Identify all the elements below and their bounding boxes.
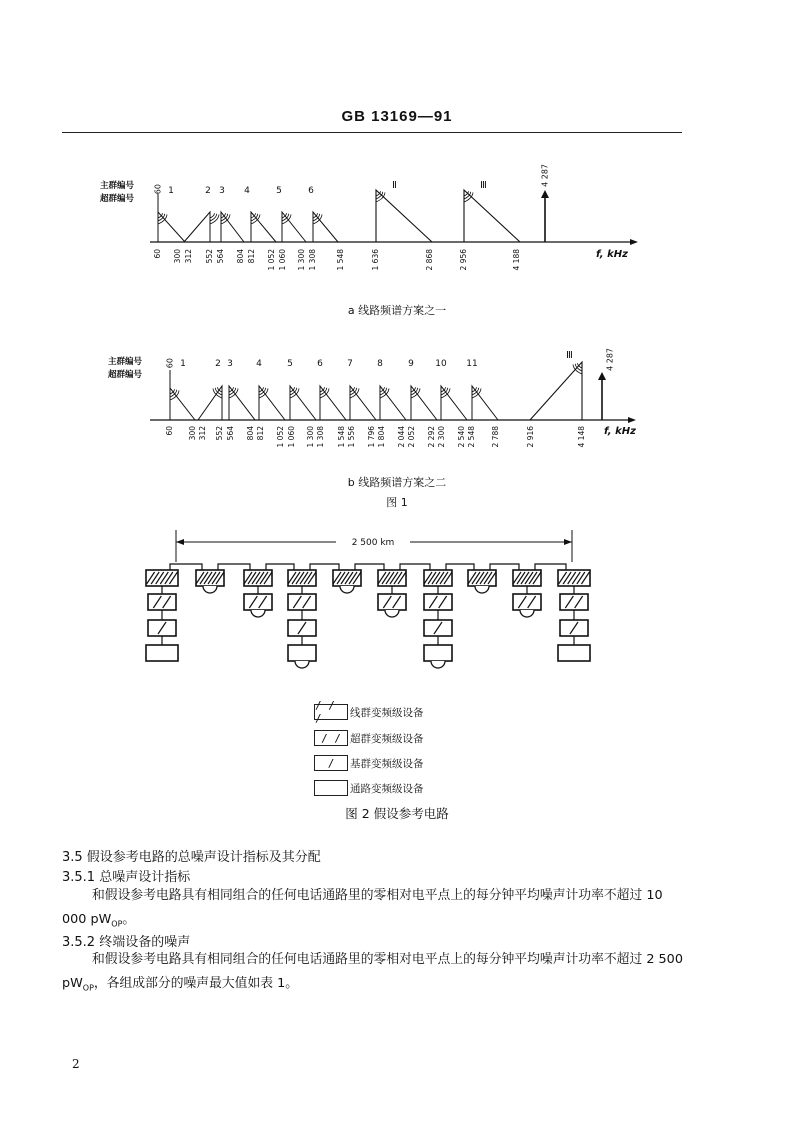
pilot-label: 4 287 xyxy=(605,348,615,371)
line-segment xyxy=(218,564,250,570)
group-number: 3 xyxy=(227,359,233,369)
axis-label: f, kHz xyxy=(596,249,628,260)
frequency-tick-label: 1 548 xyxy=(336,249,345,271)
equipment-box xyxy=(424,645,452,661)
group-number: 5 xyxy=(287,359,293,369)
equipment-box xyxy=(244,594,272,610)
group-number: 4 xyxy=(244,186,250,196)
frequency-tick-label: 1 052 xyxy=(276,426,285,448)
frequency-tick-label: 552 xyxy=(215,426,224,441)
supergroup-band xyxy=(530,362,582,420)
frequency-tick-label: 564 xyxy=(226,426,235,441)
row-label: 超群编号 xyxy=(100,194,135,204)
pilot-label: 4 287 xyxy=(540,164,550,187)
termination-symbol xyxy=(431,661,445,668)
group-number: 3 xyxy=(219,186,225,196)
termination-symbol xyxy=(340,586,354,593)
frequency-tick-label: 1 796 xyxy=(367,426,376,448)
group-band xyxy=(441,386,467,420)
equipment-box xyxy=(288,645,316,661)
paragraph-text: 和假设参考电路具有相同组合的任何电话通路里的零相对电平点上的每分钟平均噪声计功率不超过 10 000 pW xyxy=(62,888,663,927)
group-band xyxy=(282,212,306,242)
frequency-tick-label: 2 300 xyxy=(437,426,446,448)
line-segment xyxy=(266,564,294,570)
axis-arrow xyxy=(630,239,638,245)
group-number: 4 xyxy=(256,359,262,369)
band-hatch xyxy=(573,364,582,374)
row-label: 超群编号 xyxy=(108,370,143,380)
termination-symbol xyxy=(520,610,534,617)
equipment-box xyxy=(513,594,541,610)
frequency-tick-label: 60 xyxy=(153,249,162,259)
legend-symbol: / xyxy=(314,755,348,771)
equipment-box xyxy=(148,594,176,610)
group-number: 2 xyxy=(215,359,221,369)
termination-symbol xyxy=(295,661,309,668)
frequency-tick-label: 804 xyxy=(246,426,255,441)
legend-row xyxy=(314,754,424,772)
band-hatch xyxy=(251,214,260,224)
legend-symbol: / / xyxy=(314,730,348,746)
frequency-tick-label: 1 300 xyxy=(306,426,315,448)
legend-row xyxy=(314,729,424,747)
group-band xyxy=(320,386,346,420)
figure-2-caption: 图 2 假设参考电路 xyxy=(345,806,449,821)
legend-row xyxy=(314,779,424,797)
group-number: 9 xyxy=(408,359,414,369)
band-hatch xyxy=(158,214,167,224)
start-marker-label: 60 xyxy=(153,184,163,195)
frequency-tick-label: 2 916 xyxy=(526,426,535,448)
figure-1b-caption: b 线路频谱方案之二 xyxy=(347,476,447,489)
frequency-tick-label: 2 044 xyxy=(397,426,406,448)
line-segment xyxy=(490,564,519,570)
section-3-5-1-paragraph xyxy=(62,884,686,937)
pilot-arrow xyxy=(541,190,549,198)
legend-text: 通路变频级设备 xyxy=(350,782,424,795)
group-band xyxy=(313,212,338,242)
roman-label: Ⅲ xyxy=(566,350,573,361)
section-3-5-heading: 3.5 假设参考电路的总噪声设计指标及其分配 xyxy=(62,850,321,865)
equipment-box xyxy=(558,645,590,661)
page-number: 2 xyxy=(72,1057,80,1071)
group-band xyxy=(290,386,316,420)
termination-symbol xyxy=(385,610,399,617)
line-segment xyxy=(310,564,339,570)
frequency-tick-label: 812 xyxy=(256,426,265,441)
group-band xyxy=(259,386,285,420)
frequency-tick-label: 1 052 xyxy=(267,249,276,271)
figure-1-title: 图 1 xyxy=(386,496,408,509)
legend-symbol: / / / xyxy=(314,704,348,720)
axis-arrow xyxy=(628,417,636,423)
roman-label: Ⅱ xyxy=(392,180,397,191)
equipment-box xyxy=(378,594,406,610)
line-segment xyxy=(446,564,474,570)
frequency-tick-label: 4 148 xyxy=(577,426,586,448)
frequency-tick-label: 1 300 xyxy=(297,249,306,271)
group-number: 8 xyxy=(377,359,383,369)
figure-1b-drawing xyxy=(108,348,636,447)
supergroup-band xyxy=(464,190,520,242)
roman-label: Ⅲ xyxy=(480,180,487,191)
group-band xyxy=(350,386,376,420)
equipment-box xyxy=(560,594,588,610)
figure-1b-spectrum xyxy=(0,340,794,472)
frequency-tick-label: 552 xyxy=(205,249,214,264)
distance-label: 2 500 km xyxy=(351,538,395,548)
group-number: 1 xyxy=(168,186,174,196)
group-band xyxy=(170,388,195,420)
figure-2-drawing xyxy=(146,530,590,668)
band-hatch xyxy=(313,214,322,224)
subscript: OP xyxy=(111,919,123,929)
frequency-tick-label: 2 956 xyxy=(459,249,468,271)
frequency-tick-label: 1 308 xyxy=(308,249,317,271)
section-3-5-1-heading: 3.5.1 总噪声设计指标 xyxy=(62,870,191,885)
axis-label: f, kHz xyxy=(604,426,636,437)
frequency-tick-label: 812 xyxy=(247,249,256,264)
header-rule xyxy=(62,132,682,133)
band-hatch xyxy=(282,214,291,224)
row-label: 主群编号 xyxy=(100,181,135,191)
band-hatch xyxy=(210,213,215,218)
pilot-arrow xyxy=(598,372,606,380)
section-3-5-2-heading: 3.5.2 终端设备的噪声 xyxy=(62,935,191,950)
legend-text: 基群变频级设备 xyxy=(350,757,424,770)
frequency-tick-label: 1 804 xyxy=(377,426,386,448)
group-number: 10 xyxy=(435,359,447,369)
equipment-box xyxy=(424,594,452,610)
group-number: 2 xyxy=(205,186,211,196)
row-label: 主群编号 xyxy=(108,357,143,367)
line-segment xyxy=(170,564,202,570)
group-number: 6 xyxy=(308,186,314,196)
frequency-tick-label: 60 xyxy=(165,426,174,436)
frequency-tick-label: 1 308 xyxy=(316,426,325,448)
frequency-tick-label: 300 xyxy=(188,426,197,441)
frequency-tick-label: 300 xyxy=(173,249,182,264)
group-band xyxy=(198,386,222,420)
frequency-tick-label: 2 548 xyxy=(467,426,476,448)
frequency-tick-label: 1 060 xyxy=(278,249,287,271)
start-marker-label: 60 xyxy=(165,358,175,369)
line-segment xyxy=(355,564,384,570)
figure-1a-spectrum xyxy=(0,150,794,300)
frequency-tick-label: 2 868 xyxy=(425,249,434,271)
group-band xyxy=(229,386,255,420)
figure-1a-caption: a 线路频谱方案之一 xyxy=(347,304,447,317)
group-number: 6 xyxy=(317,359,323,369)
frequency-tick-label: 312 xyxy=(198,426,207,441)
dimension-arrow xyxy=(176,539,184,545)
legend-row xyxy=(314,699,424,725)
frequency-tick-label: 2 292 xyxy=(427,426,436,448)
frequency-tick-label: 2 052 xyxy=(407,426,416,448)
paragraph-end: ，各组成部分的噪声最大值如表 1。 xyxy=(93,976,299,991)
paragraph-end: 。 xyxy=(122,912,136,927)
section-3-5-2-paragraph xyxy=(62,948,686,1001)
group-number: 1 xyxy=(180,359,186,369)
frequency-tick-label: 312 xyxy=(184,249,193,264)
line-segment xyxy=(535,564,566,570)
standard-header: GB 13169—91 xyxy=(341,108,453,125)
legend-symbol xyxy=(314,780,348,796)
equipment-box xyxy=(288,594,316,610)
group-number: 11 xyxy=(466,359,478,369)
group-number: 7 xyxy=(347,359,353,369)
group-band xyxy=(158,212,185,242)
frequency-tick-label: 4 188 xyxy=(512,249,521,271)
frequency-tick-label: 1 060 xyxy=(287,426,296,448)
supergroup-band xyxy=(376,190,432,242)
frequency-tick-label: 1 548 xyxy=(337,426,346,448)
figure-2-circuit xyxy=(0,522,794,682)
group-band xyxy=(411,386,437,420)
group-band xyxy=(184,212,210,242)
frequency-tick-label: 564 xyxy=(216,249,225,264)
group-number: 5 xyxy=(276,186,282,196)
band-hatch xyxy=(210,214,219,224)
line-segment xyxy=(400,564,430,570)
legend-text: 超群变频级设备 xyxy=(350,732,424,745)
frequency-tick-label: 1 636 xyxy=(371,249,380,271)
frequency-tick-label: 1 556 xyxy=(347,426,356,448)
paragraph-text: 和假设参考电路具有相同组合的任何电话通路里的零相对电平点上的每分钟平均噪声计功率不超过 2 500 pW xyxy=(62,952,683,991)
figure-1a-drawing xyxy=(100,164,638,270)
termination-symbol xyxy=(203,586,217,593)
equipment-box xyxy=(146,645,178,661)
dimension-arrow xyxy=(564,539,572,545)
group-band xyxy=(380,386,406,420)
legend-text: 线群变频级设备 xyxy=(350,706,424,719)
group-band xyxy=(251,212,276,242)
termination-symbol xyxy=(251,610,265,617)
termination-symbol xyxy=(475,586,489,593)
frequency-tick-label: 2 788 xyxy=(491,426,500,448)
group-band xyxy=(221,212,244,242)
subscript: OP xyxy=(82,983,94,993)
frequency-tick-label: 804 xyxy=(236,249,245,264)
group-band xyxy=(472,386,498,420)
frequency-tick-label: 2 540 xyxy=(457,426,466,448)
